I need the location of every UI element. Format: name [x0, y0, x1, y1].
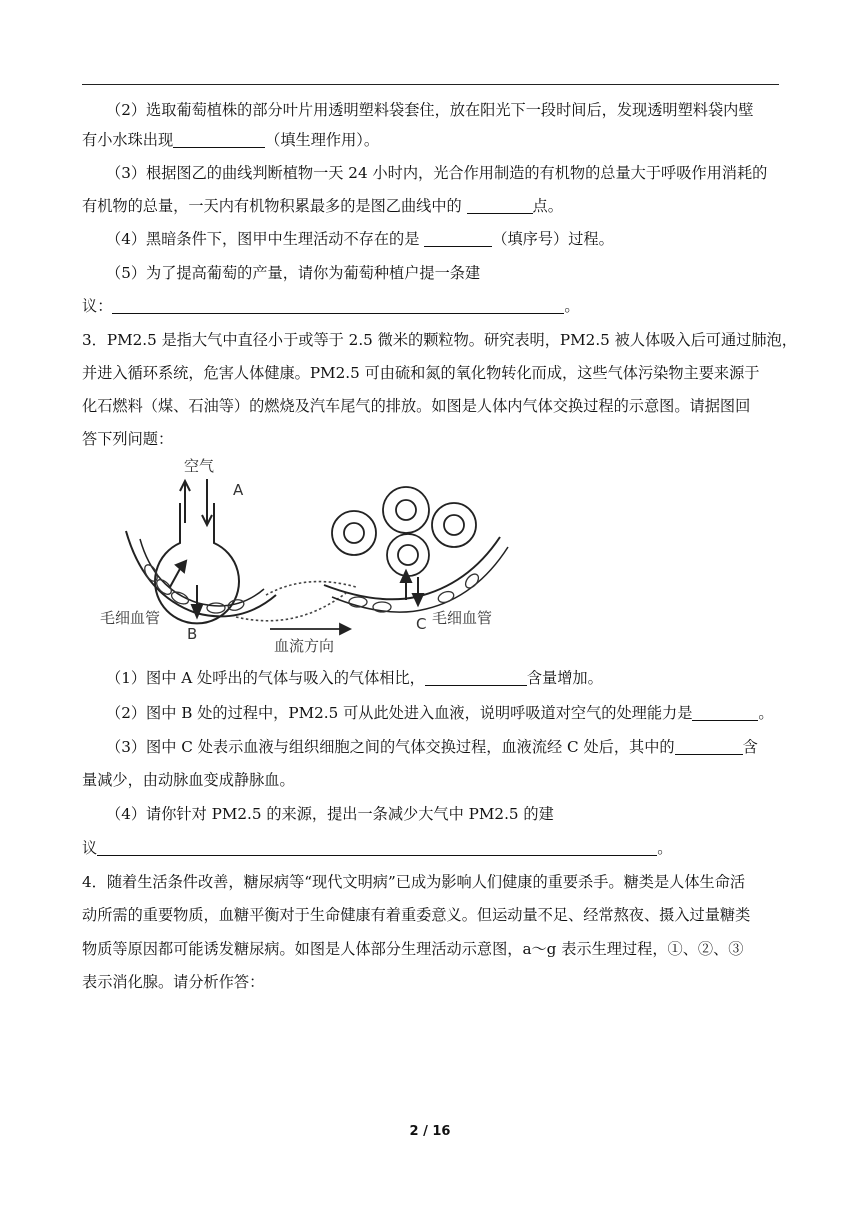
blood-flow-arrow	[270, 624, 350, 634]
header-rule	[82, 84, 779, 85]
label-b: B	[187, 625, 198, 643]
label-c: C	[416, 615, 427, 633]
q3-sub3-line1: （3）图中 C 处表示血液与组织细胞之间的气体交换过程，血液流经 C 处后，其中的 含	[106, 738, 758, 756]
q2-part3-line2: 有机物的总量，一天内有机物积累最多的是图乙曲线中的 点。	[82, 197, 563, 215]
label-capillary-left: 毛细血管	[100, 609, 161, 627]
q3-intro-line1: 3．PM2.5 是指大气中直径小于或等于 2.5 微米的颗粒物。研究表明，PM2.5 被人体吸入后可通过肺泡，	[82, 331, 797, 349]
answer-blank	[112, 297, 564, 314]
q3-intro-line4: 答下列问题：	[82, 430, 174, 448]
answer-blank	[692, 704, 758, 721]
q2-part5-line2: 议： 。	[82, 297, 580, 315]
answer-blank	[424, 230, 492, 247]
q4-line2: 动所需的重要物质，血糖平衡对于生命健康有着重委意义。但运动量不足、经常熬夜、摄入过量糖类	[82, 906, 751, 924]
q3-sub1: （1）图中 A 处呼出的气体与吸入的气体相比， 含量增加。	[106, 669, 603, 687]
page-number: 2 / 16	[409, 1124, 451, 1139]
q4-line4: 表示消化腺。请分析作答：	[82, 973, 265, 991]
label-air: 空气	[184, 457, 215, 475]
q3-sub3-line2: 量减少，由动脉血变成静脉血。	[82, 771, 295, 789]
air-arrows	[180, 479, 212, 525]
q2-part2-line1: （2）选取葡萄植株的部分叶片用透明塑料袋套住，放在阳光下一段时间后，发现透明塑料袋内壁	[106, 101, 754, 119]
q4-line1: 4．随着生活条件改善，糖尿病等“现代文明病”已成为影响人们健康的重要杀手。糖类是人体生命活	[82, 873, 746, 891]
q3-sub4-line1: （4）请你针对 PM2.5 的来源，提出一条减少大气中 PM2.5 的建	[106, 805, 554, 823]
answer-blank	[97, 839, 657, 856]
answer-blank	[173, 131, 265, 148]
label-a: A	[233, 481, 244, 499]
q2-part5-line1: （5）为了提高葡萄的产量，请你为葡萄种植户提一条建	[106, 264, 481, 282]
q2-part2-line2: 有小水珠出现 （填生理作用）。	[82, 131, 380, 149]
tissue-cells	[332, 487, 476, 576]
q4-line3: 物质等原因都可能诱发糖尿病。如图是人体部分生理活动示意图，a～g 表示生理过程，①、②、③	[82, 940, 744, 958]
answer-blank	[425, 669, 527, 686]
q3-intro-line2: 并进入循环系统，危害人体健康。PM2.5 可由硫和氮的氧化物转化而成，这些气体污染物主要来源于	[82, 364, 760, 382]
gas-exchange-diagram	[96, 455, 516, 665]
q3-sub4-line2: 议 。	[82, 839, 673, 857]
q3-intro-line3: 化石燃料（煤、石油等）的燃烧及汽车尾气的排放。如图是人体内气体交换过程的示意图。请据图回	[82, 397, 751, 415]
answer-blank	[467, 197, 533, 214]
answer-blank	[675, 738, 743, 755]
q2-part3-line1: （3）根据图乙的曲线判断植物一天 24 小时内，光合作用制造的有机物的总量大于呼吸作用消耗的	[106, 164, 768, 182]
q2-part4: （4）黑暗条件下，图甲中生理活动不存在的是 （填序号）过程。	[106, 230, 614, 248]
label-capillary-right: 毛细血管	[432, 609, 493, 627]
label-blood-flow: 血流方向	[274, 637, 335, 655]
q3-sub2: （2）图中 B 处的过程中，PM2.5 可从此处进入血液，说明呼吸道对空气的处理能力是 。	[106, 704, 774, 722]
